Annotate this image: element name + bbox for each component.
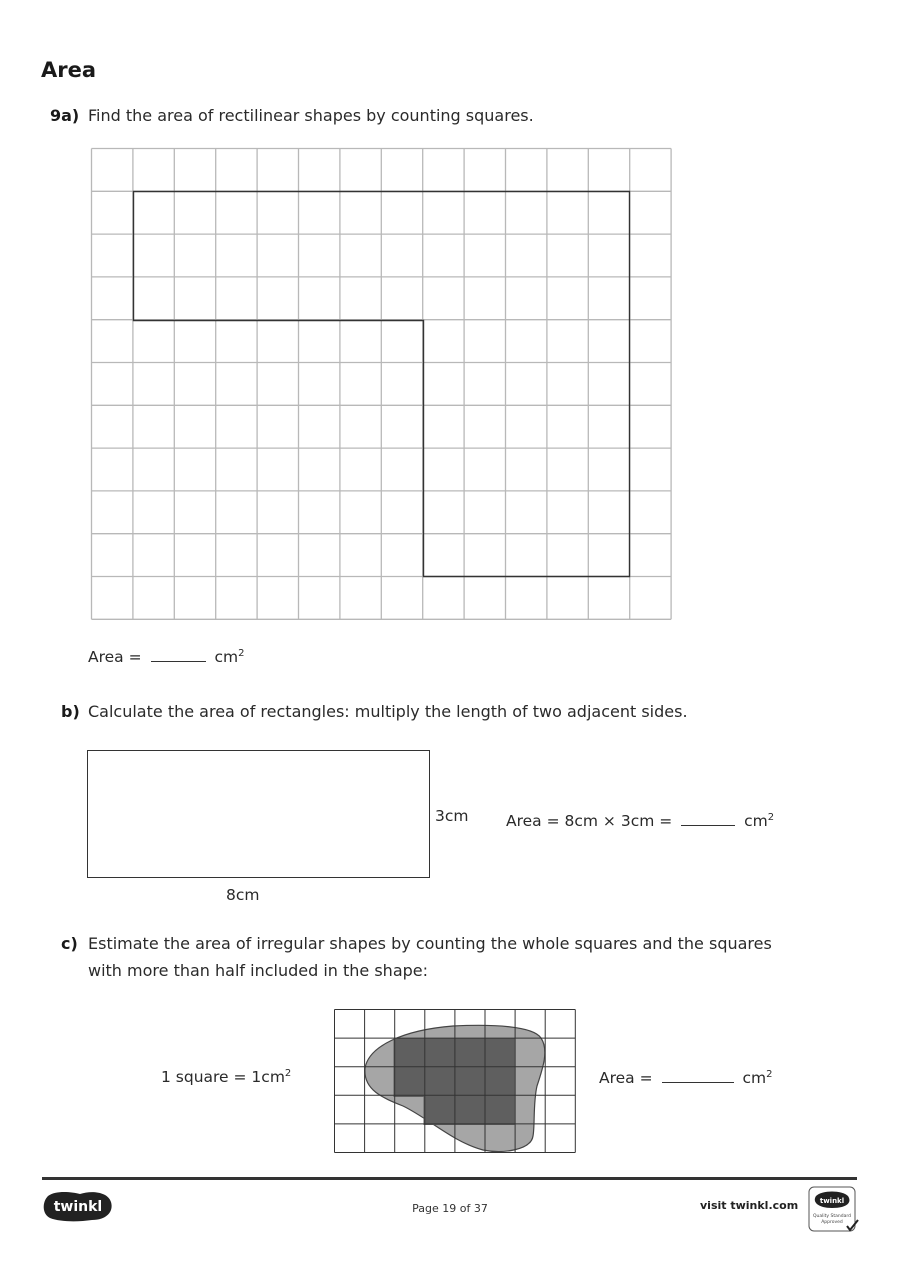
answer-blank[interactable] (151, 647, 206, 662)
unit-superscript: 2 (238, 647, 245, 659)
page-number: Page 19 of 37 (412, 1202, 488, 1215)
irregular-shape-grid (333, 1008, 577, 1155)
answer-blank[interactable] (662, 1068, 734, 1083)
question-9c-answer (599, 1068, 772, 1087)
unit-superscript: 2 (766, 1068, 773, 1080)
rectangle-shape (87, 750, 430, 878)
question-9c-label: c) (61, 934, 78, 953)
unit-superscript: 2 (767, 811, 775, 823)
rectangle-side-label: 3cm (435, 807, 469, 825)
svg-text:Approved: Approved (821, 1220, 843, 1225)
logo-text: twinkl (53, 1199, 103, 1215)
answer-prefix: Area = (599, 1069, 653, 1087)
question-9c-text-line2: with more than half included in the shape: (88, 961, 429, 980)
twinkl-logo[interactable] (42, 1188, 114, 1224)
svg-text:Quality Standard: Quality Standard (813, 1214, 851, 1219)
rectangle-bottom-label: 8cm (226, 886, 260, 904)
question-9c-text-line1: Estimate the area of irregular shapes by counting the whole squares and the squares (88, 934, 772, 953)
answer-unit: cm (744, 812, 768, 830)
rectilinear-grid (90, 147, 673, 621)
unit-superscript: 2 (284, 1068, 292, 1079)
quality-standard-badge (808, 1186, 860, 1234)
svg-text:twinkl: twinkl (819, 1197, 845, 1205)
question-9b-text: Calculate the area of rectangles: multiply the length of two adjacent sides. (88, 702, 688, 721)
visit-link[interactable]: visit twinkl.com (700, 1199, 799, 1212)
answer-prefix: Area = 8cm × 3cm = (506, 812, 673, 830)
answer-unit: cm (214, 648, 239, 666)
footer-divider (42, 1177, 857, 1180)
grid-lines (92, 149, 672, 620)
dark-squares (394, 1038, 515, 1125)
answer-blank[interactable] (681, 811, 735, 826)
question-9a-text: Find the area of rectilinear shapes by counting squares. (88, 106, 534, 125)
square-key-text: 1 square = 1cm (161, 1068, 285, 1087)
answer-prefix: Area = (88, 648, 142, 666)
square-key (161, 1068, 291, 1086)
question-9a-label: 9a) (50, 106, 80, 125)
question-9a-answer (88, 647, 244, 666)
question-9b-answer (506, 811, 774, 830)
answer-unit: cm (742, 1069, 767, 1087)
question-9b-label: b) (61, 702, 80, 721)
page-title: Area (41, 58, 97, 82)
